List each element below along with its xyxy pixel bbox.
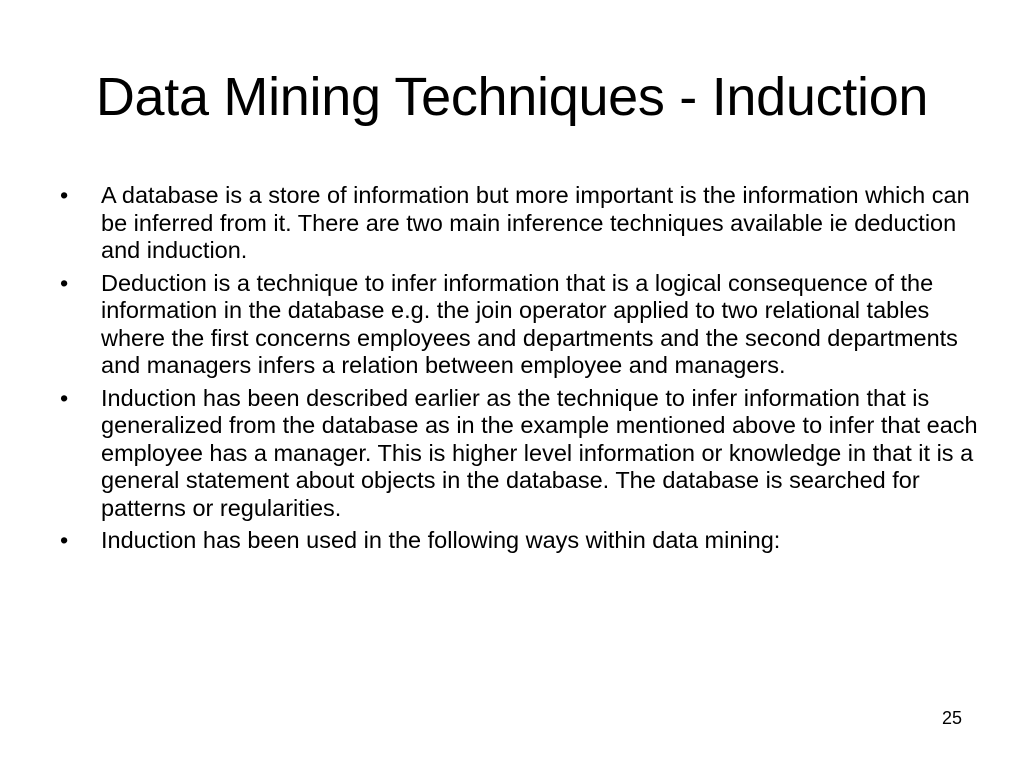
slide-title: Data Mining Techniques - Induction bbox=[95, 67, 929, 127]
bullet-text: Induction has been used in the following ways within data mining: bbox=[101, 527, 781, 553]
bullet-text: A database is a store of information but more important is the information which can be inferred from it. There are two main inference techniques available ie deduction and induction. bbox=[101, 182, 970, 263]
bullet-marker: • bbox=[60, 269, 69, 296]
bullet-marker: • bbox=[60, 527, 69, 553]
bullet-item bbox=[60, 270, 980, 380]
bullet-list bbox=[60, 182, 980, 560]
page-number: 25 bbox=[941, 708, 962, 728]
bullet-item bbox=[60, 527, 980, 555]
bullet-text: Induction has been described earlier as the technique to infer information that is generalized from the database as in the example mentioned above to infer that each employee has a manager. This is higher level information or knowledge in that it is a general statement about objects in the database. The database is searched for patterns or regularities. bbox=[101, 384, 978, 521]
bullet-text: Deduction is a technique to infer information that is a logical consequence of the information in the database e.g. the join operator applied to two relational tables where the first concerns employees and departments and the second departments and managers infers a relation between employee and managers. bbox=[101, 269, 958, 378]
bullet-item bbox=[60, 182, 980, 265]
bullet-marker: • bbox=[60, 384, 69, 411]
bullet-marker: • bbox=[60, 182, 69, 208]
bullet-item bbox=[60, 385, 980, 523]
